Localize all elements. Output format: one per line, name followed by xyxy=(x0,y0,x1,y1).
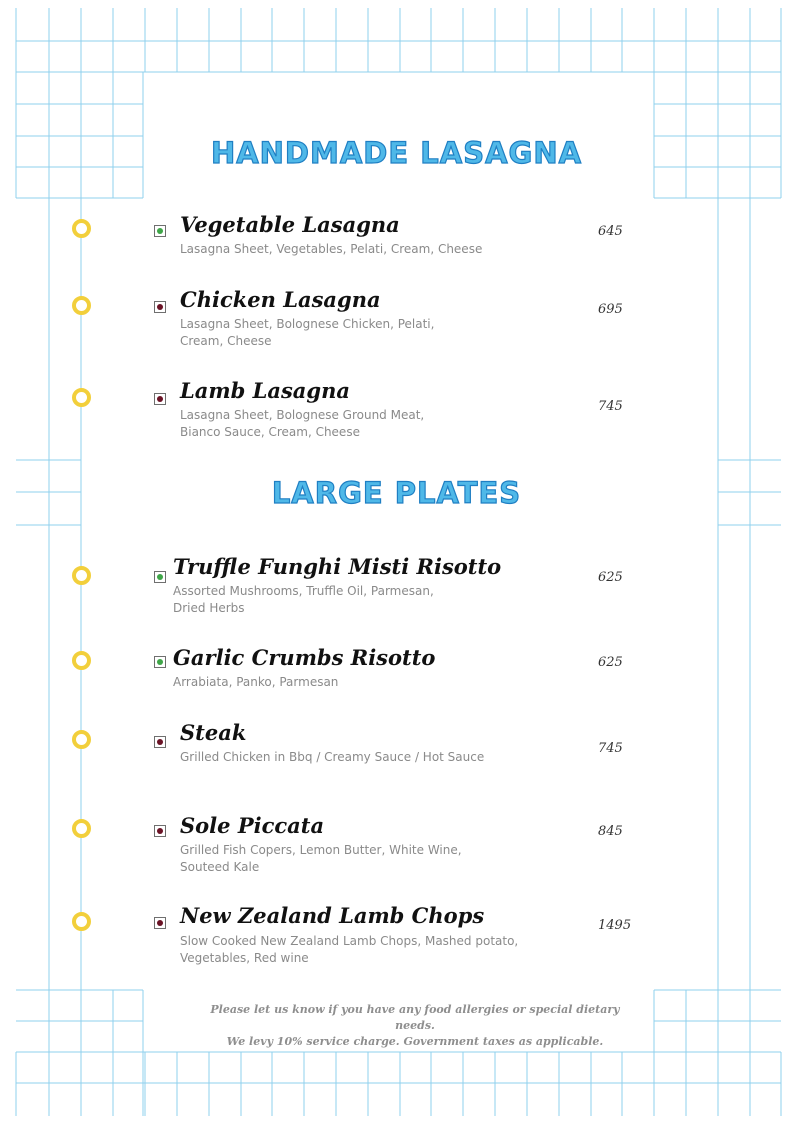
non-veg-mark-icon xyxy=(154,301,166,313)
item-price: 695 xyxy=(598,302,623,317)
item-description: Lasagna Sheet, Bolognese Chicken, Pelati, Cream, Cheese xyxy=(180,317,435,348)
item-name-vegetable-lasagna: Vegetable Lasagna xyxy=(180,212,400,237)
ring-bullet-icon xyxy=(72,388,91,407)
service-charge-note: We levy 10% service charge. Government taxes as applicable. xyxy=(226,1035,604,1048)
item-description: Lasagna Sheet, Bolognese Ground Meat, Bianco Sauce, Cream, Cheese xyxy=(180,408,425,439)
item-description: Grilled Chicken in Bbq / Creamy Sauce / Hot Sauce xyxy=(180,750,485,764)
non-veg-mark-icon xyxy=(154,736,166,748)
ring-bullet-icon xyxy=(72,296,91,315)
item-price: 745 xyxy=(598,399,623,414)
ring-bullet-icon xyxy=(72,651,91,670)
item-price: 1495 xyxy=(598,918,632,933)
item-price: 625 xyxy=(598,570,623,585)
item-price: 845 xyxy=(598,824,623,839)
item-price: 745 xyxy=(598,741,623,756)
veg-mark-icon xyxy=(154,225,166,237)
item-name-chicken-lasagna: Chicken Lasagna xyxy=(180,287,381,312)
item-name-truffle-funghi-misti-risotto: Truffle Funghi Misti Risotto xyxy=(173,554,502,579)
non-veg-mark-icon xyxy=(154,393,166,405)
allergy-note: Please let us know if you have any food allergies or special dietary needs. xyxy=(210,1003,620,1032)
ring-bullet-icon xyxy=(72,566,91,585)
footer-note xyxy=(205,1002,625,1050)
section-title-large-plates: LARGE PLATES xyxy=(271,476,522,510)
item-description: Grilled Fish Copers, Lemon Butter, White Wine, Souteed Kale xyxy=(180,843,462,874)
veg-mark-icon xyxy=(154,571,166,583)
item-price: 625 xyxy=(598,655,623,670)
item-description: Assorted Mushrooms, Truffle Oil, Parmesan, Dried Herbs xyxy=(173,584,434,615)
ring-bullet-icon xyxy=(72,219,91,238)
item-name-steak: Steak xyxy=(180,720,247,745)
item-price: 645 xyxy=(598,224,623,239)
item-name-lamb-lasagna: Lamb Lasagna xyxy=(180,378,350,403)
veg-mark-icon xyxy=(154,656,166,668)
item-description: Arrabiata, Panko, Parmesan xyxy=(173,675,339,689)
item-description: Lasagna Sheet, Vegetables, Pelati, Cream, Cheese xyxy=(180,242,483,256)
non-veg-mark-icon xyxy=(154,917,166,929)
ring-bullet-icon xyxy=(72,819,91,838)
ring-bullet-icon xyxy=(72,730,91,749)
non-veg-mark-icon xyxy=(154,825,166,837)
ring-bullet-icon xyxy=(72,912,91,931)
item-description: Slow Cooked New Zealand Lamb Chops, Mashed potato, Vegetables, Red wine xyxy=(180,934,519,965)
item-name-sole-piccata: Sole Piccata xyxy=(180,813,325,838)
item-name-garlic-crumbs-risotto: Garlic Crumbs Risotto xyxy=(173,645,436,670)
item-name-new-zealand-lamb-chops: New Zealand Lamb Chops xyxy=(180,903,485,928)
section-title-handmade-lasagna: HANDMADE LASAGNA xyxy=(210,136,583,170)
